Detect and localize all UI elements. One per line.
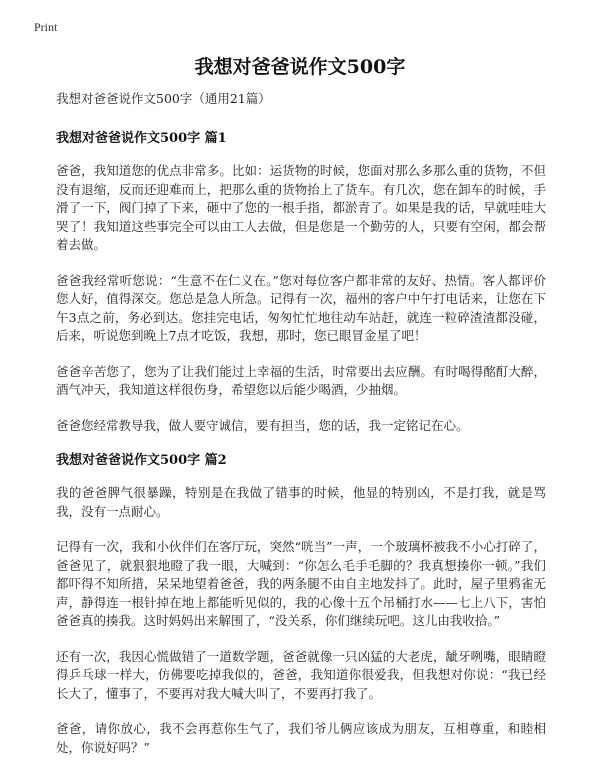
paragraph: 爸爸我经常听您说：“生意不在仁义在。”您对每位客户都非常的友好、热情。客人都评价您人好，值得深交。您总是急人所急。记得有一次，福州的客户中午打电话来，让您在下午3点之前，务必到达。您挂完电话，匆匆忙忙地往动车站赶，就连一粒碎渣渣都没碰，后来，听说您到晚上7点才吃饭，我想，那时，您已眼冒金星了吧！ xyxy=(56,272,546,343)
paragraph: 爸爸您经常教导我，做人要守诚信，要有担当，您的话，我一定铭记在心。 xyxy=(56,417,469,433)
section-heading-2: 我想对爸爸说作文500字 篇2 xyxy=(56,453,227,468)
page-title: 我想对爸爸说作文500字 xyxy=(194,56,406,78)
article-body xyxy=(56,90,546,774)
paragraph: 还有一次，我因心慌做错了一道数学题，爸爸就像一只凶猛的大老虎，龇牙咧嘴，眼睛瞪得乒乓球一样大，仿佛要吃掉我似的，爸爸，我知道你很爱我，但我想对你说：“我已经长大了，懂事了，不要再对我大喊大叫了，不要再打我了。 xyxy=(56,648,546,701)
paragraph: 我的爸爸脾气很暴躁，特别是在我做了错事的时候，他显的特别凶，不是打我，就是骂我，没有一点耐心。 xyxy=(56,485,546,519)
article-subtitle: 我想对爸爸说作文500字（通用21篇） xyxy=(56,91,271,106)
paragraph: 爸爸辛苦您了，您为了让我们能过上幸福的生活，时常要出去应酬。有时喝得酩酊大醉，酒气冲天，我知道这样很伤身，希望您以后能少喝酒，少抽烟。 xyxy=(56,363,546,397)
paragraph: 记得有一次，我和小伙伴们在客厅玩，突然“咣当”一声，一个玻璃杯被我不小心打碎了，爸爸见了，就狠狠地瞪了我一眼，大喊到：“你怎么毛手毛脚的？我真想揍你一顿。”我们都吓得不知所措，呆呆地望着爸爸，我的两条腿不由自主地发抖了。此时，屋子里鸦雀无声，静得连一根针掉在地上都能听见似的，我的心像十五个吊桶打水——七上八下，害怕爸爸真的揍我。这时妈妈出来解围了，“没关系，你们继续玩吧。这儿由我收拾。” xyxy=(56,539,546,628)
paragraph: 爸爸，请你放心，我不会再惹你生气了，我们爷儿俩应该成为朋友，互相尊重，和睦相处，你说好吗？” xyxy=(56,721,546,755)
section-heading-1: 我想对爸爸说作文500字 篇1 xyxy=(56,131,227,146)
print-link[interactable]: Print xyxy=(34,20,58,34)
paragraph: 爸爸，我知道您的优点非常多。比如：运货物的时候，您面对那么多那么重的货物，不但没有退缩，反而还迎难而上，把那么重的货物抬上了货车。有几次，您在卸车的时候，手滑了一下，阀门掉了下来，砸中了您的一根手指，都淤青了。如果是我的话，早就哇哇大哭了！我知道这些事完全可以由工人去做，但是您是一个勤劳的人，只要有空闲，都会帮着去做。 xyxy=(56,163,546,252)
